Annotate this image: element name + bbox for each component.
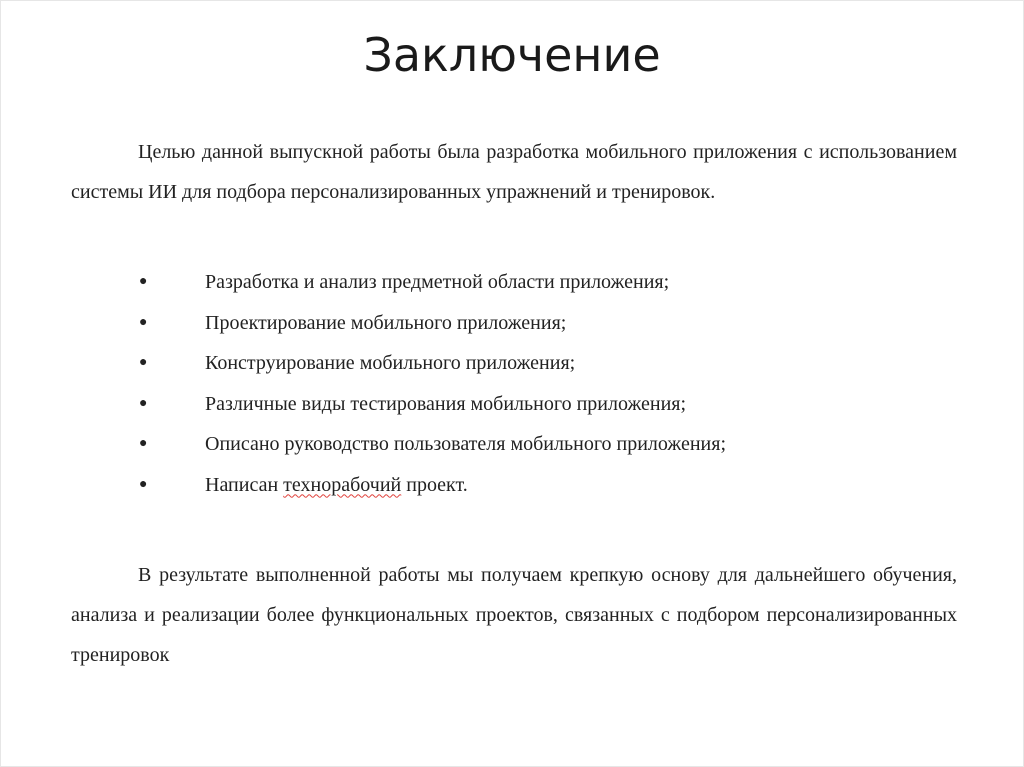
list-item-text <box>205 465 468 506</box>
list-item-text: Описано руководство пользователя мобильного приложения; <box>205 433 727 455</box>
list-item-text: Проектирование мобильного приложения; <box>205 311 567 334</box>
slide-title: Заключение <box>363 28 661 82</box>
list-item-text-start: Написан <box>205 473 284 496</box>
bullet-icon: ● <box>139 355 148 370</box>
bullet-icon: ● <box>139 395 148 411</box>
spellcheck-flagged-word: технорабочий <box>283 473 402 496</box>
bullet-icon: ● <box>139 274 148 289</box>
list-item-text: Различные виды тестирования мобильного приложения; <box>205 392 687 415</box>
intro-paragraph: Целью данной выпускной работы была разработка мобильного приложения с использованием системы ИИ для подбора персонализированных упражнений и тренировок. <box>71 141 957 203</box>
bullet-icon: ● <box>139 476 148 492</box>
bullet-icon: ● <box>139 314 148 330</box>
list-item-text-end: проект. <box>401 473 468 496</box>
conclusion-paragraph: В результате выполненной работы мы получаем крепкую основу для дальнейшего обучения, анализа и реализации более функциональных проектов, связанных с подбором персонализированных тренировок <box>71 564 957 666</box>
list-item-text: Конструирование мобильного приложения; <box>205 352 576 374</box>
bullet-icon: ● <box>139 436 148 451</box>
list-item-text: Разработка и анализ предметной области приложения; <box>205 271 670 293</box>
